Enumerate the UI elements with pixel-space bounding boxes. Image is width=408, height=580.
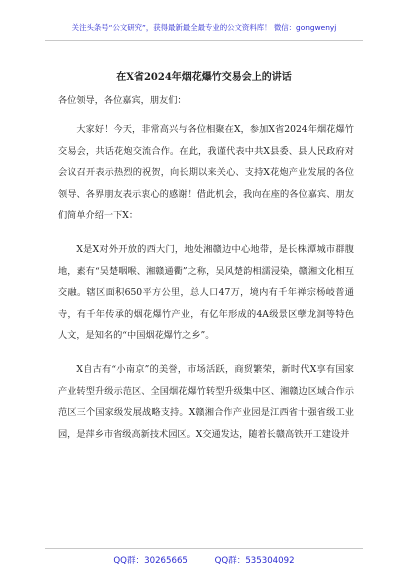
document-body <box>58 90 354 458</box>
header-banner: 关注头条号“公文研究”，获得最新最全最专业的公文资料库！ 微信：gongwenyj <box>71 23 337 32</box>
footer-divider <box>45 548 363 549</box>
footer <box>0 554 408 566</box>
salutation: 各位领导，各位嘉宾，朋友们： <box>58 95 187 106</box>
paragraph-1: 大家好！今天，非常高兴与各位相聚在X，参加X省2024年烟花爆竹交易会，共话花炮交流合作。在此，我谨代表中共X县委、县人民政府对会议召开表示热烈的祝贺，向长期以来关心、支持X花炮产业发展的各位领导、各界朋友表示衷心的感谢！借此机会，我向在座的各位嘉宾、朋友们简单介绍一下X： <box>58 124 354 222</box>
paragraph-3: X自古有“小南京”的美誉，市场活跃，商贸繁荣，新时代X享有国家产业转型升级示范区、全国烟花爆竹转型升级集中区、湘赣边区域合作示范区三个国家级发展战略支持。X赣湘合作产业园是江西省十强省级工业园，是萍乡市省级高新技术园区。X交通发达，随着长赣高铁开工建设并 <box>58 364 354 440</box>
footer-qq-group-1: QQ群：30265665 <box>113 556 188 566</box>
paragraph-2: X是X对外开放的西大门，地处湘赣边中心地带，是长株潭城市群腹地，素有“吴楚咽喉、湘赣通衢”之称，吴风楚韵相濡浸染，赣湘文化相互交融。辖区面积650平方公里，总人口47万，境内有千年禅宗杨岐普通寺，有千年传承的烟花爆竹产业，有亿年形成的4A级景区孽龙洞等特色人文，是知名的“中国烟花爆竹之乡”。 <box>58 244 354 342</box>
footer-qq-group-2: QQ群：535304092 <box>214 556 295 566</box>
document-title: 在X省2024年烟花爆竹交易会上的讲话 <box>116 72 292 83</box>
header-divider <box>45 40 363 41</box>
